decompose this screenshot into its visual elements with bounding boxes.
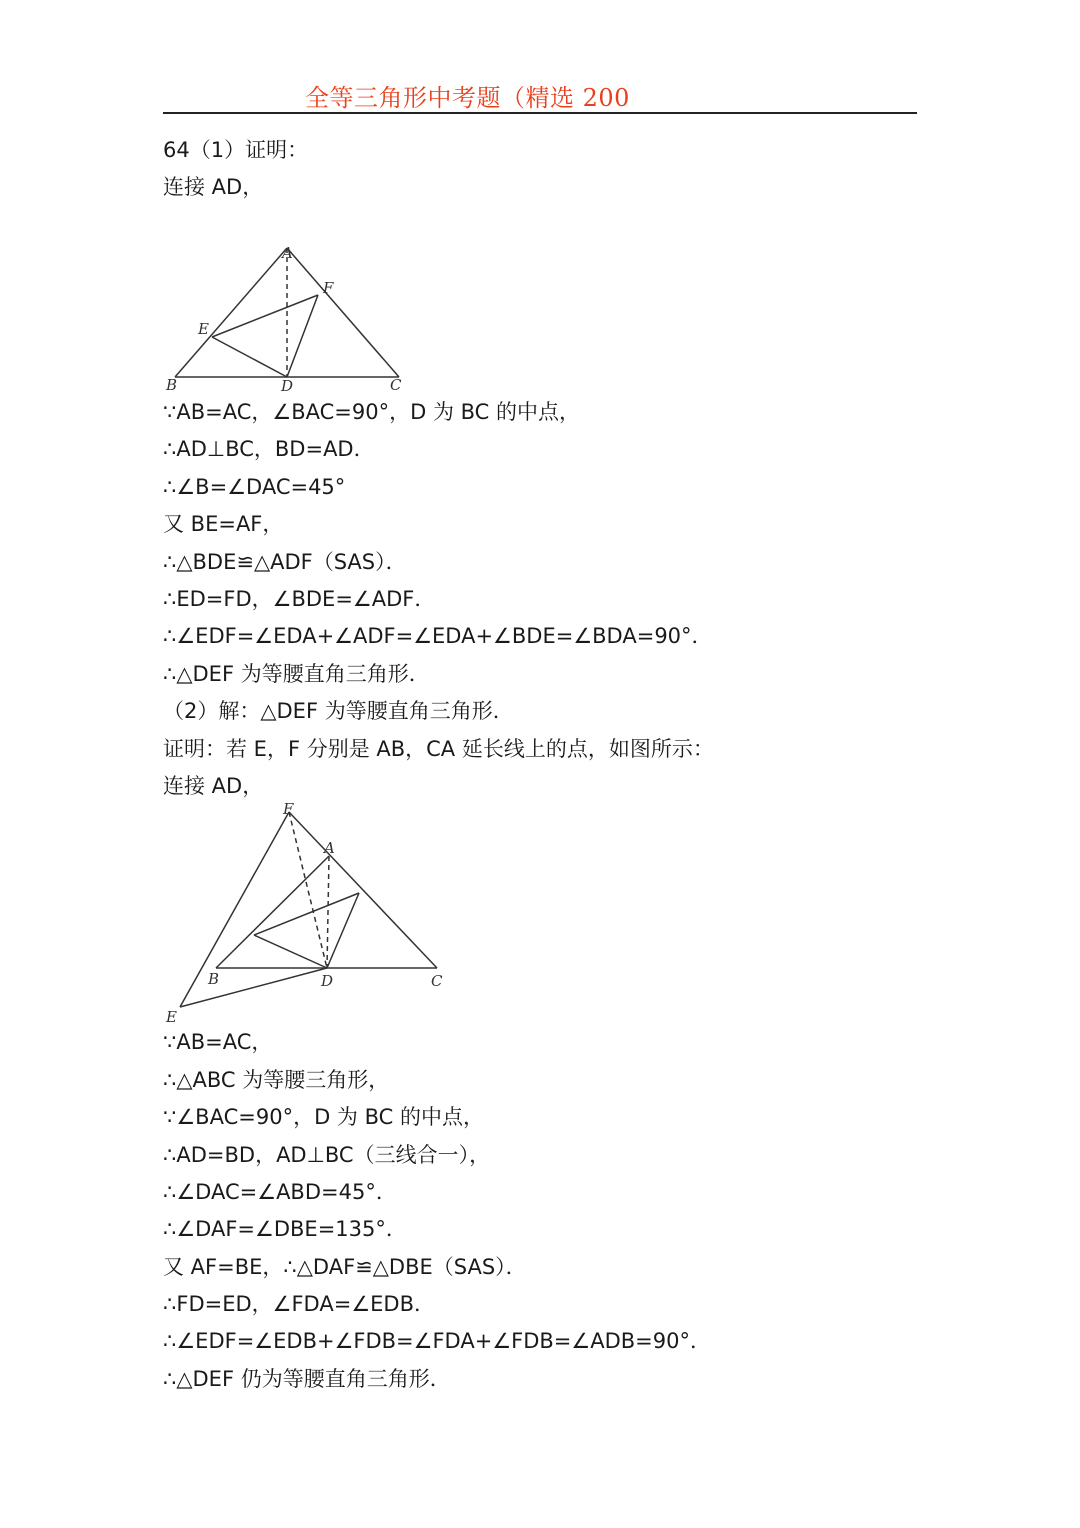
part2-step-1: ∵AB=AC， — [163, 1030, 273, 1054]
part1-step-1: ∵AB=AC，∠BAC=90°，D 为 BC 的中点， — [163, 400, 580, 424]
part2-step-5: ∴∠DAC=∠ABD=45°． — [163, 1180, 397, 1204]
figure-2-triangle — [160, 800, 460, 1030]
label-b: B — [208, 970, 220, 988]
part2-heading: （2）解：△DEF 为等腰直角三角形． — [163, 699, 514, 723]
segment-ab — [175, 248, 287, 377]
label-c: C — [390, 376, 402, 394]
part1-step-8: ∴△DEF 为等腰直角三角形． — [163, 662, 430, 686]
part1-step-4: 又 BE=AF， — [163, 512, 284, 536]
label-e: E — [166, 1008, 177, 1026]
part2-step-9: ∴∠EDF=∠EDB+∠FDB=∠FDA+∠FDB=∠ADB=90°． — [163, 1329, 711, 1353]
part1-heading: 64（1）证明： — [163, 138, 309, 162]
header-divider — [163, 112, 917, 114]
label-f: F — [283, 800, 294, 818]
part2-step-10: ∴△DEF 仍为等腰直角三角形． — [163, 1367, 451, 1391]
part2-connect-ad: 连接 AD， — [163, 774, 264, 798]
segment-fc — [289, 812, 437, 968]
part2-step-6: ∴∠DAF=∠DBE=135°． — [163, 1217, 407, 1241]
label-a: A — [282, 244, 293, 262]
part2-step-3: ∵∠BAC=90°，D 为 BC 的中点， — [163, 1105, 484, 1129]
part2-proof-intro: 证明：若 E，F 分别是 AB，CA 延长线上的点，如图所示： — [163, 737, 714, 761]
part2-step-7: 又 AF=BE，∴△DAF≌△DBE（SAS）． — [163, 1255, 527, 1279]
segment-fe — [180, 812, 289, 1007]
part1-step-7: ∴∠EDF=∠EDA+∠ADF=∠EDA+∠BDE=∠BDA=90°． — [163, 624, 713, 648]
label-c: C — [431, 972, 443, 990]
label-d: D — [321, 972, 334, 990]
segment-fd — [287, 295, 318, 377]
segment-ed — [180, 968, 327, 1007]
part2-step-4: ∴AD=BD，AD⊥BC（三线合一）， — [163, 1143, 491, 1167]
segment-inner-left — [254, 935, 327, 968]
document-title: 全等三角形中考题（精选 200 — [305, 84, 630, 112]
part1-step-3: ∴∠B=∠DAC=45° — [163, 475, 346, 499]
label-e: E — [198, 320, 209, 338]
label-f: F — [323, 279, 334, 297]
part2-step-8: ∴FD=ED，∠FDA=∠EDB． — [163, 1292, 435, 1316]
label-b: B — [166, 376, 178, 394]
label-d: D — [281, 377, 294, 395]
part1-step-6: ∴ED=FD，∠BDE=∠ADF． — [163, 587, 436, 611]
label-a: A — [324, 839, 335, 857]
figure-1-triangle — [160, 238, 420, 398]
part1-step-2: ∴AD⊥BC，BD=AD． — [163, 437, 375, 461]
segment-ed — [212, 337, 287, 377]
part1-connect-ad: 连接 AD， — [163, 175, 264, 199]
segment-ad-dashed — [327, 856, 329, 968]
part1-step-5: ∴△BDE≌△ADF（SAS）． — [163, 550, 407, 574]
part2-step-2: ∴△ABC 为等腰三角形， — [163, 1068, 390, 1092]
segment-ac — [287, 248, 399, 377]
